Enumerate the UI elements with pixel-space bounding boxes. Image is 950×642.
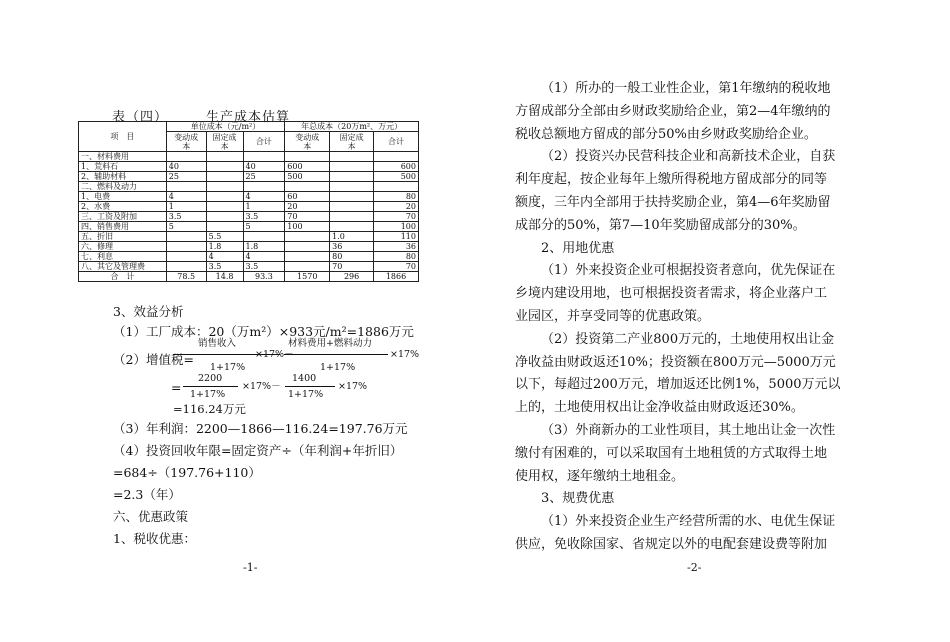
table-caption: 生产成本估算 — [206, 110, 291, 125]
paragraph-line: 税收总额地方留成的部分50%由乡财政奖励给企业。 — [515, 126, 817, 142]
value-cell — [243, 182, 285, 192]
value-cell — [166, 182, 206, 192]
paragraph-line: （2）投资第二产业800万元的，土地使用权出让金 — [541, 331, 835, 347]
table-row — [79, 232, 419, 242]
value-cell — [330, 192, 374, 202]
value-cell: 3.5 — [166, 212, 206, 222]
value-cell: 1866 — [374, 272, 419, 282]
vat-eq: = — [171, 380, 182, 395]
paragraph-line: （2）投资兴办民营科技企业和高新技术企业，自获 — [541, 149, 836, 165]
row-label-cell: 五、折旧 — [79, 232, 167, 242]
paragraph-line: 额度，三年内全部用于扶持奖励企业，第4—6年奖励留 — [515, 195, 831, 210]
cost-table — [78, 121, 419, 282]
payback-calc-line: =684÷（197.76+110） — [113, 465, 261, 480]
value-cell — [330, 152, 374, 162]
value-cell: 5 — [243, 222, 285, 232]
value-cell — [166, 252, 206, 262]
value-cell — [285, 152, 330, 162]
row-label-cell: 三、工资及附加 — [79, 212, 167, 222]
value-cell: 36 — [374, 242, 419, 252]
row-label-cell: 二、燃料及动力 — [79, 182, 167, 192]
row-label-cell: 四、销售费用 — [79, 222, 167, 232]
table-row — [79, 242, 419, 252]
table-row — [79, 182, 419, 192]
value-cell: 3.5 — [243, 212, 285, 222]
value-cell: 1 — [243, 202, 285, 212]
value-cell: 600 — [374, 162, 419, 172]
value-cell: 500 — [374, 172, 419, 182]
table-row — [79, 212, 419, 222]
value-cell: 5 — [166, 222, 206, 232]
value-cell: 4 — [243, 252, 285, 262]
value-cell — [243, 232, 285, 242]
value-cell — [374, 152, 419, 162]
value-cell: 3.5 — [243, 262, 285, 272]
vat-denominator-3: 1+17% — [190, 389, 226, 400]
col-header-sum: 合计 — [243, 132, 285, 152]
value-cell: 70 — [374, 212, 419, 222]
value-cell — [166, 242, 206, 252]
value-cell — [330, 182, 374, 192]
value-cell — [285, 232, 330, 242]
section-tax-incentive: 1、税收优惠： — [113, 531, 196, 546]
table-row — [79, 172, 419, 182]
table-number: 表（四） — [112, 110, 169, 125]
paragraph-line: 使用权，逐年缴纳土地租金。 — [515, 468, 685, 484]
vat-label: （2）增值税= — [113, 352, 194, 367]
value-cell — [374, 182, 419, 192]
col-header-item: 项 目 — [79, 122, 167, 152]
fraction-bar-3 — [183, 386, 238, 387]
value-cell — [206, 202, 243, 212]
paragraph-line: 上的，土地使用权出让金净收益由财政返还30%。 — [515, 400, 804, 416]
value-cell: 1.8 — [206, 242, 243, 252]
table-row — [79, 262, 419, 272]
section-benefit-analysis: 3、效益分析 — [113, 304, 184, 319]
value-cell: 78.5 — [166, 272, 206, 282]
value-cell: 25 — [243, 172, 285, 182]
row-label-cell: 1、荒料石 — [79, 162, 167, 172]
col-header-var2: 变动成本 — [285, 132, 330, 152]
value-cell — [206, 162, 243, 172]
paragraph-line: 净收益由财政返还10%；投资额在800万元—5000万元 — [515, 354, 836, 370]
row-label-cell: 六、修理 — [79, 242, 167, 252]
value-cell: 93.3 — [243, 272, 285, 282]
vat-numerator-3: 2200 — [198, 373, 223, 384]
value-cell: 100 — [374, 222, 419, 232]
value-cell — [330, 222, 374, 232]
row-label-cell: 一、材料费用 — [79, 152, 167, 162]
value-cell — [166, 262, 206, 272]
col-header-fix: 固定成本 — [206, 132, 243, 152]
vat-denominator-4: 1+17% — [288, 389, 324, 400]
paragraph-line: 供应，免收除国家、省规定以外的电配套建设费等附加 — [515, 537, 828, 552]
payback-formula-line: （4）投资回收年限=固定资产÷（年利润+年折旧） — [113, 443, 403, 458]
value-cell — [206, 222, 243, 232]
vat-denominator-2: 1+17% — [320, 362, 356, 373]
vat-denominator-1: 1+17% — [210, 362, 246, 373]
paragraph-line: 缴付有困难的，可以采取国有土地租赁的方式取得土地 — [515, 445, 828, 461]
table-row — [79, 272, 419, 282]
paragraph-line: （1）所办的一般工业性企业，第1年缴纳的税收地 — [541, 81, 831, 96]
payback-result-line: =2.3（年） — [113, 487, 181, 502]
vat-end-2: ×17% — [338, 381, 368, 392]
vat-middle-2: ×17%－ — [242, 381, 281, 392]
value-cell: 14.8 — [206, 272, 243, 282]
fraction-bar-4 — [285, 386, 335, 387]
value-cell — [285, 262, 330, 272]
vat-middle-1: ×17%－ — [255, 349, 294, 360]
row-label-cell: 八、其它及管理费 — [79, 262, 167, 272]
col-header-var: 变动成本 — [166, 132, 206, 152]
value-cell: 36 — [330, 242, 374, 252]
value-cell: 4 — [243, 192, 285, 202]
value-cell: 60 — [285, 192, 330, 202]
vat-numerator-4: 1400 — [292, 373, 317, 384]
row-label-cell: 1、电费 — [79, 192, 167, 202]
paragraph-line: 成部分的50%，第7—10年奖励留成部分的30%。 — [515, 217, 806, 233]
col-header-fix2: 固定成本 — [330, 132, 374, 152]
value-cell: 500 — [285, 172, 330, 182]
table-row — [79, 192, 419, 202]
value-cell: 600 — [285, 162, 330, 172]
value-cell: 80 — [374, 192, 419, 202]
paragraph-line: 方留成部分全部由乡财政奖励给企业，第2—4年缴纳的 — [515, 103, 831, 119]
value-cell — [206, 212, 243, 222]
value-cell: 80 — [330, 252, 374, 262]
value-cell — [166, 232, 206, 242]
paragraph-line: 业园区，并享受同等的优惠政策。 — [515, 309, 711, 324]
table-row — [79, 152, 419, 162]
value-cell: 4 — [166, 192, 206, 202]
value-cell — [285, 182, 330, 192]
value-cell — [206, 152, 243, 162]
value-cell: 20 — [285, 202, 330, 212]
value-cell: 5.5 — [206, 232, 243, 242]
value-cell — [330, 172, 374, 182]
value-cell: 296 — [330, 272, 374, 282]
value-cell: 25 — [166, 172, 206, 182]
table-row — [79, 252, 419, 262]
paragraph-line: 3、规费优惠 — [541, 491, 615, 507]
value-cell — [285, 242, 330, 252]
vat-numerator-2: 材料费用+燃料动力 — [288, 338, 372, 349]
paragraph-line: （3）外商新办的工业性项目，其土地出让金一次性 — [541, 423, 836, 438]
value-cell — [243, 152, 285, 162]
vat-numerator-1: 销售收入 — [198, 338, 237, 349]
row-label-cell: 2、水费 — [79, 202, 167, 212]
value-cell: 40 — [243, 162, 285, 172]
value-cell: 3.5 — [206, 262, 243, 272]
table-row — [79, 222, 419, 232]
row-label-cell: 合 计 — [79, 272, 167, 282]
table-row — [79, 162, 419, 172]
col-header-total: 年总成本（20万m²、万元） — [285, 122, 419, 132]
annual-profit-line: （3）年利润：2200—1866—116.24=197.76万元 — [113, 421, 408, 436]
col-header-unit: 单位成本（元/m²） — [166, 122, 285, 132]
page-number-left: -1- — [243, 561, 258, 574]
value-cell: 70 — [330, 262, 374, 272]
value-cell — [330, 202, 374, 212]
value-cell — [206, 172, 243, 182]
factory-cost-line: （1）工厂成本：20（万m²）×933元/m²=1886万元 — [113, 324, 414, 339]
paragraph-line: 以下，每超过200万元，增加返还比例1%，5000万元以 — [515, 377, 841, 393]
value-cell — [330, 162, 374, 172]
row-label-cell: 2、辅助材料 — [79, 172, 167, 182]
fraction-bar-2 — [284, 354, 388, 355]
section-preferential-policy: 六、优惠政策 — [113, 509, 189, 524]
value-cell: 20 — [374, 202, 419, 212]
value-cell — [330, 212, 374, 222]
col-header-sum2: 合计 — [374, 132, 419, 152]
vat-result: =116.24万元 — [173, 402, 246, 416]
value-cell: 1570 — [285, 272, 330, 282]
value-cell — [285, 252, 330, 262]
value-cell: 1.8 — [243, 242, 285, 252]
vat-end-1: ×17% — [390, 349, 420, 360]
paragraph-line: （1）外来投资企业生产经营所需的水、电优生保证 — [541, 514, 836, 530]
value-cell: 1.0 — [330, 232, 374, 242]
value-cell — [206, 192, 243, 202]
paragraph-line: 2、用地优惠 — [541, 240, 615, 256]
value-cell: 100 — [285, 222, 330, 232]
value-cell: 40 — [166, 162, 206, 172]
value-cell: 80 — [374, 252, 419, 262]
value-cell: 70 — [285, 212, 330, 222]
paragraph-line: 乡境内建设用地，也可根据投资者需求，将企业落户工 — [515, 286, 828, 302]
paragraph-line: 利年度起，按企业每年上缴所得税地方留成部分的同等 — [515, 172, 828, 188]
value-cell — [206, 182, 243, 192]
value-cell — [166, 152, 206, 162]
value-cell: 4 — [206, 252, 243, 262]
value-cell: 70 — [374, 262, 419, 272]
page-number-right: -2- — [687, 561, 702, 574]
value-cell: 110 — [374, 232, 419, 242]
paragraph-line: （1）外来投资企业可根据投资者意向，优先保证在 — [541, 263, 836, 279]
value-cell: 1 — [166, 202, 206, 212]
table-row — [79, 202, 419, 212]
row-label-cell: 七、利息 — [79, 252, 167, 262]
